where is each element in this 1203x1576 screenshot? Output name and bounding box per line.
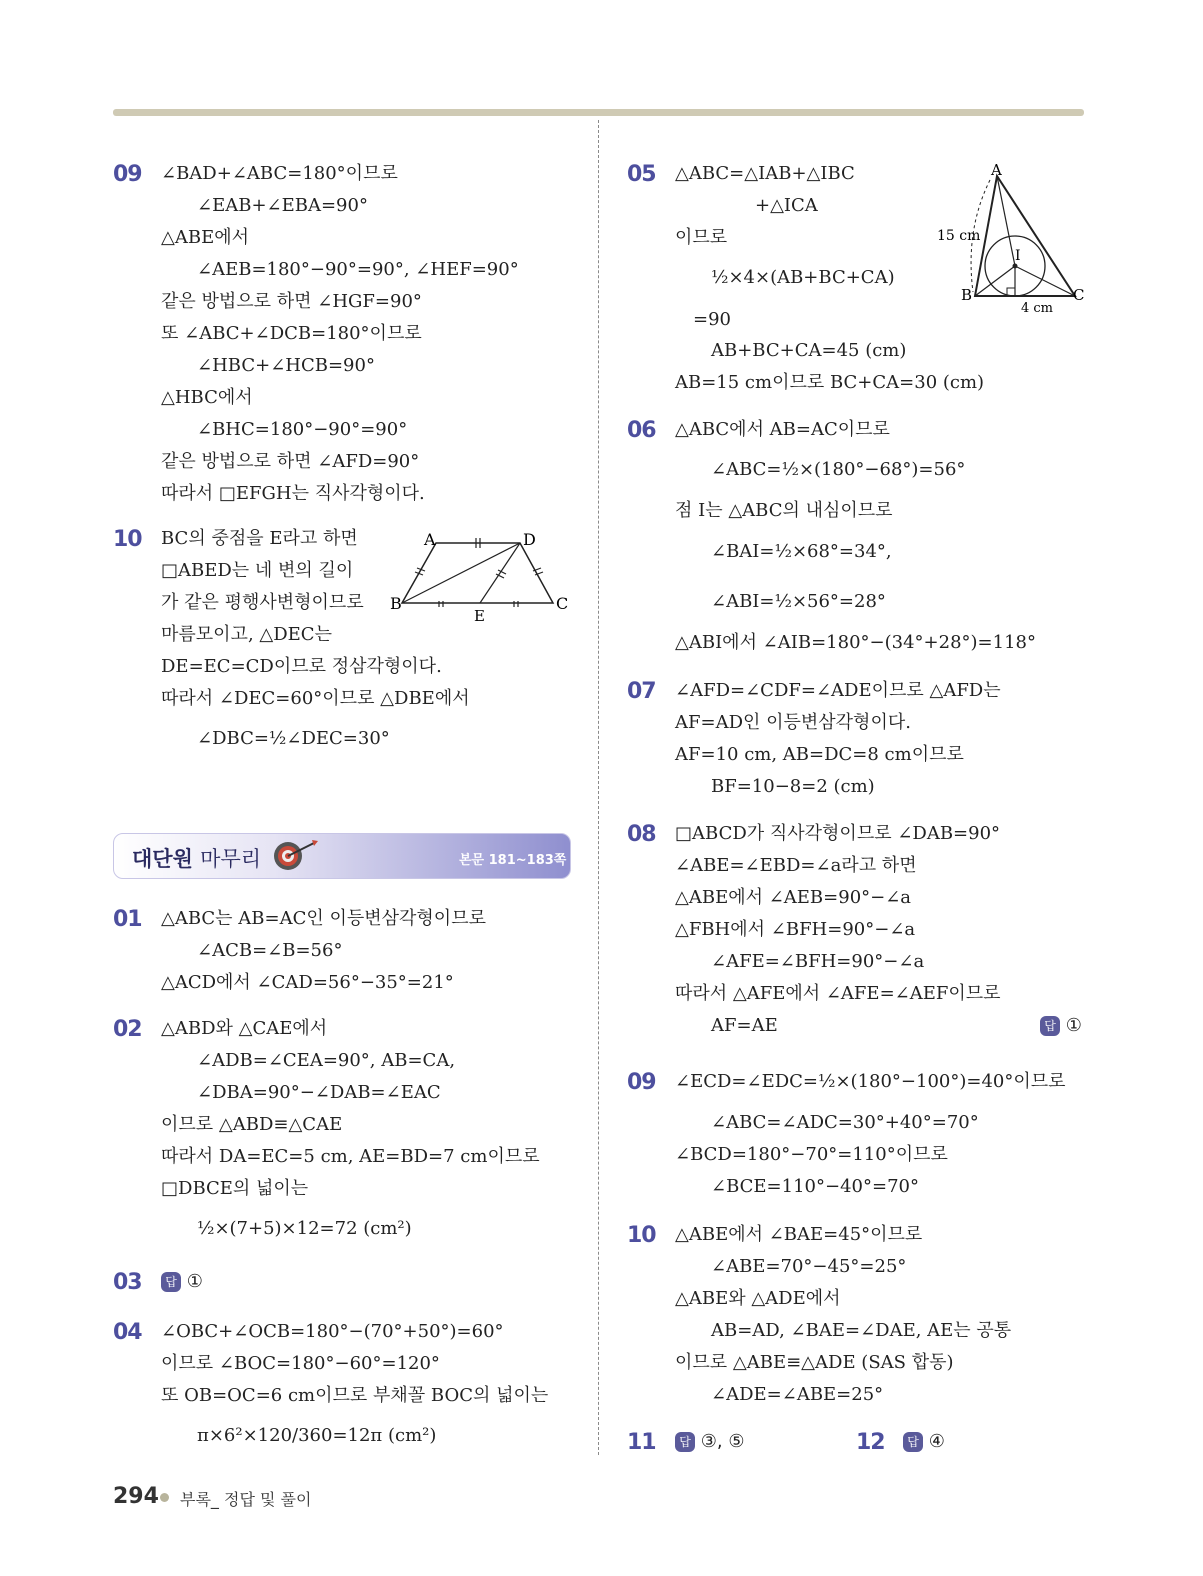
solution-line: □DBCE의 넓이는 (161, 1178, 309, 1199)
solution-line: ∠ADE=∠ABE=25° (711, 1384, 884, 1405)
solution-line: ∠AFD=∠CDF=∠ADE이므로 △AFD는 (675, 680, 1001, 701)
answer-value: ① (186, 1271, 203, 1292)
solution-line: ∠BAI=½×68°=34°, (711, 541, 892, 562)
solution-line: △FBH에서 ∠BFH=90°−∠a (675, 919, 916, 940)
problem-number: 05 (627, 162, 656, 187)
solution-line: △ABE에서 ∠AEB=90°−∠a (675, 887, 912, 908)
solution-line: △ABD와 △CAE에서 (161, 1018, 328, 1039)
page-number: 294 (113, 1484, 159, 1509)
solution-line: △ABC는 AB=AC인 이등변삼각형이므로 (161, 908, 486, 929)
solution-line: ∠BCE=110°−40°=70° (711, 1176, 919, 1197)
problem-number: 12 (856, 1430, 885, 1455)
vertex-label: A (991, 161, 1002, 179)
footer-dot (160, 1493, 169, 1502)
vertex-label: C (1073, 286, 1085, 304)
solution-line: 마름모이고, △DEC는 (161, 624, 332, 645)
center-label: I (1015, 248, 1021, 264)
problem-number: 10 (627, 1223, 656, 1248)
solution-line: BC의 중점을 E라고 하면 (161, 528, 358, 549)
answer-icon: 답 (161, 1272, 181, 1292)
solution-line: 이므로 ∠BOC=180°−60°=120° (161, 1353, 440, 1374)
answer-value: ① (1065, 1015, 1082, 1036)
solution-line: △HBC에서 (161, 387, 253, 408)
solution-line: ∠ABC=∠ADC=30°+40°=70° (711, 1112, 979, 1133)
section-title (132, 843, 261, 873)
vertex-label: E (474, 607, 485, 625)
problem-number: 09 (627, 1070, 656, 1095)
solution-line: ∠DBC=½∠DEC=30° (197, 728, 390, 749)
problem-number: 01 (113, 907, 142, 932)
problem-number: 02 (113, 1017, 142, 1042)
solution-line: ∠BCD=180°−70°=110°이므로 (675, 1144, 948, 1165)
problem-number: 08 (627, 822, 656, 847)
length-label: 15 cm (937, 228, 981, 244)
solution-line: 가 같은 평행사변형이므로 (161, 592, 364, 613)
problem-number: 06 (627, 418, 656, 443)
incircle-triangle-figure (935, 160, 1090, 320)
solution-line: BF=10−8=2 (cm) (711, 776, 875, 797)
solution-line: DE=EC=CD이므로 정삼각형이다. (161, 656, 442, 677)
solution-line: △ABE와 △ADE에서 (675, 1288, 841, 1309)
top-rule (113, 109, 1084, 116)
solution-line: ∠BAD+∠ABC=180°이므로 (161, 163, 398, 184)
answer-line (161, 1270, 203, 1294)
solution-line: 따라서 □EFGH는 직사각형이다. (161, 483, 425, 504)
solution-line: ∠OBC+∠OCB=180°−(70°+50°)=60° (161, 1321, 504, 1342)
solution-line: ∠EAB+∠EBA=90° (197, 195, 368, 216)
solution-line: ∠ABE=∠EBD=∠a라고 하면 (675, 855, 917, 876)
solution-line: =90 (693, 309, 731, 330)
vertex-label: A (424, 530, 436, 549)
length-label: 4 cm (1021, 301, 1054, 316)
answer-value: ④ (928, 1431, 945, 1452)
solution-line: ∠AEB=180°−90°=90°, ∠HEF=90° (197, 259, 519, 280)
trapezoid-figure (388, 527, 573, 627)
vertex-label: C (556, 594, 569, 613)
solution-line: ∠ACB=∠B=56° (197, 940, 343, 961)
solution-line: 따라서 △AFE에서 ∠AFE=∠AEF이므로 (675, 983, 1001, 1004)
solution-line: AB=AD, ∠BAE=∠DAE, AE는 공통 (711, 1320, 1012, 1341)
solution-line: ∠ECD=∠EDC=½×(180°−100°)=40°이므로 (675, 1071, 1066, 1092)
solution-line: 또 ∠ABC+∠DCB=180°이므로 (161, 323, 422, 344)
solution-line: ∠ABC=½×(180°−68°)=56° (711, 459, 966, 480)
problem-number: 04 (113, 1320, 142, 1345)
target-icon (268, 838, 320, 872)
footer-section: 부록_ 정답 및 풀이 (180, 1490, 312, 1509)
problem-number: 11 (627, 1430, 656, 1455)
problem-number: 09 (113, 162, 142, 187)
solution-line: 또 OB=OC=6 cm이므로 부채꼴 BOC의 넓이는 (161, 1385, 549, 1406)
solution-line: AB=15 cm이므로 BC+CA=30 (cm) (675, 372, 985, 393)
solution-line: 이므로 △ABE≡△ADE (SAS 합동) (675, 1352, 954, 1373)
solution-line: ∠DBA=90°−∠DAB=∠EAC (197, 1082, 441, 1103)
solution-line: AB+BC+CA=45 (cm) (711, 340, 907, 361)
answer-value: ③, ⑤ (700, 1431, 745, 1452)
solution-line: 점 I는 △ABC의 내심이므로 (675, 500, 893, 521)
problem-number: 07 (627, 679, 656, 704)
solution-line: ∠ADB=∠CEA=90°, AB=CA, (197, 1050, 456, 1071)
vertex-label: B (961, 286, 973, 304)
answer-icon: 답 (675, 1432, 695, 1452)
page-reference: 본문 181~183쪽 (459, 853, 567, 868)
problem-number: 10 (113, 527, 142, 552)
solution-line: 따라서 DA=EC=5 cm, AE=BD=7 cm이므로 (161, 1146, 540, 1167)
vertex-label: B (390, 594, 402, 613)
solution-line: ∠ABE=70°−45°=25° (711, 1256, 907, 1277)
solution-line: △ACD에서 ∠CAD=56°−35°=21° (161, 972, 454, 993)
section-title-bold: 대단원 (132, 847, 193, 871)
solution-line: □ABED는 네 변의 길이 (161, 560, 354, 581)
answer-icon: 답 (903, 1432, 923, 1452)
solution-line: AF=AE (711, 1015, 778, 1036)
solution-line: 따라서 ∠DEC=60°이므로 △DBE에서 (161, 688, 470, 709)
solution-line: △ABC=△IAB+△IBC (675, 163, 855, 184)
solution-line: △ABE에서 (161, 227, 249, 248)
answer-icon: 답 (1040, 1016, 1060, 1036)
solution-line: 이므로 (675, 227, 728, 248)
section-title-light: 마무리 (200, 847, 262, 871)
solution-line: π×6²×120/360=12π (cm²) (197, 1425, 437, 1446)
solution-line: △ABE에서 ∠BAE=45°이므로 (675, 1224, 923, 1245)
vertex-label: D (523, 530, 536, 549)
solution-line: △ABC에서 AB=AC이므로 (675, 419, 890, 440)
solution-line: 같은 방법으로 하면 ∠HGF=90° (161, 291, 422, 312)
column-divider (598, 120, 599, 1455)
problem-number: 03 (113, 1270, 142, 1295)
solution-line: △ABI에서 ∠AIB=180°−(34°+28°)=118° (675, 632, 1036, 653)
answer-line (1040, 1014, 1082, 1038)
solution-line: ∠ABI=½×56°=28° (711, 591, 886, 612)
solution-line: AF=AD인 이등변삼각형이다. (675, 712, 911, 733)
solution-line: 같은 방법으로 하면 ∠AFD=90° (161, 451, 420, 472)
solution-line: ½×4×(AB+BC+CA) (711, 267, 895, 288)
solution-line: 이므로 △ABD≡△CAE (161, 1114, 343, 1135)
answer-line (675, 1430, 744, 1454)
solution-line: □ABCD가 직사각형이므로 ∠DAB=90° (675, 823, 1001, 844)
solution-line: +△ICA (755, 195, 818, 216)
solution-line: ½×(7+5)×12=72 (cm²) (197, 1218, 412, 1239)
answer-line (903, 1430, 945, 1454)
solution-line: AF=10 cm, AB=DC=8 cm이므로 (675, 744, 964, 765)
solution-line: ∠AFE=∠BFH=90°−∠a (711, 951, 925, 972)
solution-line: ∠HBC+∠HCB=90° (197, 355, 375, 376)
solution-line: ∠BHC=180°−90°=90° (197, 419, 408, 440)
